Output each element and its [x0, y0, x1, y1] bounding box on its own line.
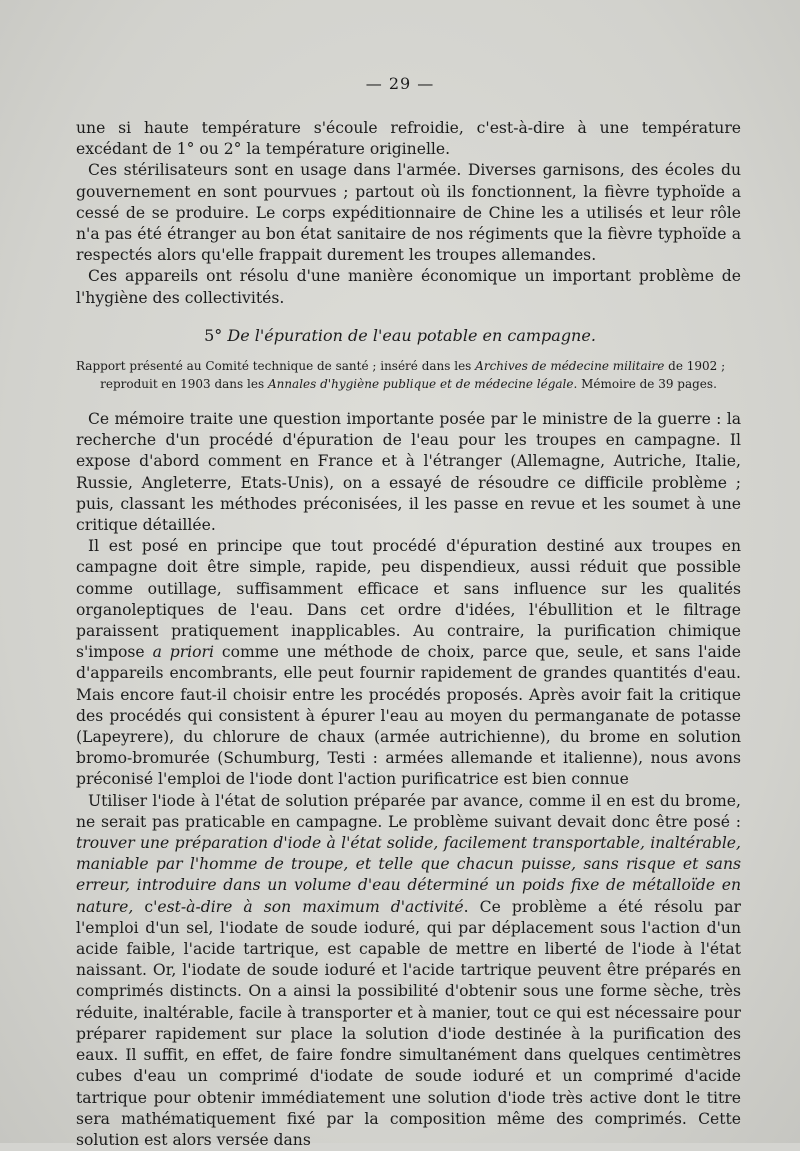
body-paragraph: Ce mémoire traite une question importante posée par le ministre de la guerre : la recherche d'un procédé d'épuration de l'eau pour les troupes en campagne. Il expose d'abord comment en France et à l'étranger (Allemagne, Autriche, Italie, Russie, Angleterre, Etats-Unis), on a essayé de résoudre ce difficile problème ; puis, classant les méthodes préconisées, il les passe en revue et les soumet à une critique détaillée. — [76, 410, 741, 535]
intro-paragraph: une si haute température s'écoule refroidie, c'est-à-dire à une température excédant de 1° ou 2° la température originelle. — [76, 119, 741, 159]
intro-block — [76, 118, 741, 309]
body-paragraph — [76, 536, 741, 790]
text-run: comme une méthode de choix, parce que, seule, et sans l'aide d'appareils encombrants, elle peut fournir rapidement de grandes quantités d'eau. Mais encore faut-il choisir entre les procédés proposés. Après avoir fait la critique des procédés qui consistent à épurer l'eau au moyen du permanganate de potasse (Lapeyrere), du chlorure de chaux (armée autrichienne), du brome en solution bromo-bromurée (Schumburg, Testi : armées allemande et italienne), nous avons préconisé l'emploi de l'iode dont l'action purificatrice est bien connue — [76, 643, 741, 789]
section-heading — [0, 326, 800, 345]
journal-title: Annales d'hygiène publique et de médecine légale — [267, 377, 574, 391]
memoire-block — [76, 409, 741, 1151]
intro-paragraph: Ces stérilisateurs sont en usage dans l'armée. Diverses garnisons, des écoles du gouvernement en sont pourvues ; partout où ils fonctionnent, la fièvre typhoïde a cessé de se produire. Le corps expéditionnaire de Chine les a utilisés et leur rôle n'a pas été étranger au bon état sanitaire de nos régiments que la fièvre typhoïde a respectés alors qu'elle frappait durement les troupes allemandes. — [76, 161, 741, 265]
report-text: de 1902 ; — [668, 359, 726, 373]
text-run: Il est posé en principe que tout procédé d'épuration destiné aux troupes en campagne doit être simple, rapide, peu dispendieux, aussi réduit que possible comme outillage, suffisamment efficace et sans influence sur les qualités organoleptiques de l'eau. Dans cet ordre d'idées, l'ébullition et le filtrage paraissent pratiquement inapplicables. Au contraire, la purification chimique s'impose — [76, 537, 741, 662]
report-text: . Mémoire de 39 pages. — [573, 377, 717, 391]
report-text: reproduit en 1903 dans les — [100, 377, 265, 391]
intro-paragraph: Ces appareils ont résolu d'une manière économique un important problème de l'hygiène des collectivités. — [76, 267, 741, 307]
italic-run: est-à-dire à son maximum d'activité — [157, 897, 464, 916]
italic-run: trouver une préparation d'iode à l'état solide, facilement transportable, inaltérable, maniable par l'homme de troupe, et telle que chacun puisse, sans risque et sans erreur, introduire dans un volume d'eau déterminé un poids fixe de métalloïde en nature, — [76, 834, 741, 916]
journal-title: Archives de médecine militaire — [475, 359, 665, 373]
report-line — [76, 357, 741, 375]
report-text: Rapport présenté au Comité technique de santé ; inséré dans les — [76, 359, 472, 373]
text-run: . Ce problème a été résolu par l'emploi d'un sel, l'iodate de soude ioduré, qui par déplacement sous l'action d'un acide faible, l'acide tartrique, est capable de mettre en liberté de l'iode à l'état naissant. Or, l'iodate de soude ioduré et l'acide tartrique peuvent être préparés en comprimés distincts. On a ainsi la possibilité d'obtenir sous une forme sèche, très réduite, inaltérable, facile à transporter et à manier, tout ce qui est nécessaire pour préparer rapidement sur place la solution d'iode destinée à la purification des eaux. Il suffit, en effet, de faire fondre simultanément dans quelques centimètres cubes d'eau un comprimé d'iodate de soude ioduré et un comprimé d'acide tartrique pour obtenir immédiatement une solution d'iode très active dont le titre sera mathématiquement fixé par la composition même des comprimés. Cette solution est alors versée dans — [76, 897, 741, 1149]
text-run: c' — [133, 897, 158, 916]
page-number: — 29 — — [365, 74, 435, 93]
report-note — [76, 357, 741, 393]
report-line — [76, 375, 741, 393]
body-paragraph — [76, 791, 741, 1151]
section-title: De l'épuration de l'eau potable en campagne. — [227, 326, 596, 345]
text-run: Utiliser l'iode à l'état de solution préparée par avance, comme il en est du brome, ne serait pas praticable en campagne. Le problème suivant devait donc être posé : — [76, 791, 741, 831]
italic-run: a priori — [152, 643, 214, 662]
section-number: 5° — [204, 326, 223, 345]
